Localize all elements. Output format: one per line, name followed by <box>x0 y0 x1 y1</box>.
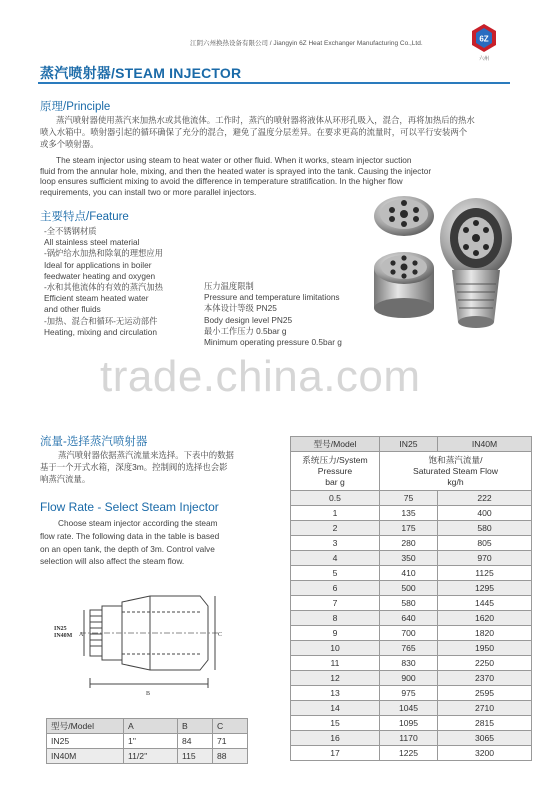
feature-list <box>44 226 204 338</box>
drawing-label: B <box>146 691 151 697</box>
flow-cell: 1225 <box>380 746 438 761</box>
dim-cell: IN25 <box>47 734 124 749</box>
table-row <box>291 641 532 656</box>
flow-cell: 3 <box>291 536 380 551</box>
flowrate-cn-heading: 流量-选择蒸汽喷射器 <box>40 436 148 448</box>
flow-cell: 2370 <box>438 671 532 686</box>
table-row <box>291 656 532 671</box>
flow-cell: 0.5 <box>291 491 380 506</box>
table-row <box>291 731 532 746</box>
flow-cell: 9 <box>291 626 380 641</box>
flow-cell: 805 <box>438 536 532 551</box>
flow-pressure-header-line: Pressure <box>317 465 353 476</box>
flow-cell: 1295 <box>438 581 532 596</box>
principle-cn <box>40 114 510 150</box>
drawing-label: A <box>79 632 84 638</box>
flow-cell: 580 <box>438 521 532 536</box>
dim-header: 型号/Model <box>47 719 124 734</box>
flowrate-cn-line: 响蒸汽流量。 <box>40 474 91 484</box>
flow-cell: 1045 <box>380 701 438 716</box>
principle-cn-line: 或多个喷射器。 <box>40 139 99 149</box>
principle-en-line: loop ensures sufficient mixing to avoid the difference in temperature stratification. In the higher flow <box>40 176 403 187</box>
flow-cell: 14 <box>291 701 380 716</box>
title-divider <box>38 82 510 84</box>
feature-line: Ideal for applications in boiler <box>44 259 152 270</box>
flow-cell: 700 <box>380 626 438 641</box>
flow-cell: 8 <box>291 611 380 626</box>
flowrate-cn-line: 基于一个开式水箱，深度3m。控制阀的选择也会影 <box>40 462 228 472</box>
flow-cell: 640 <box>380 611 438 626</box>
feature-line: Heating, mixing and circulation <box>44 326 157 337</box>
logo-subtitle: 六州 <box>478 56 490 62</box>
flow-cell: 135 <box>380 506 438 521</box>
dimensions-table <box>46 718 248 764</box>
flow-cell: 10 <box>291 641 380 656</box>
feature-line: -加热、混合和循环-无运动部件 <box>44 315 158 326</box>
flow-cell: 175 <box>380 521 438 536</box>
dim-header: C <box>213 719 248 734</box>
flow-model-col: IN25 <box>380 437 438 452</box>
flow-cell: 400 <box>438 506 532 521</box>
table-row <box>291 611 532 626</box>
flow-flow-header-line: 饱和蒸汽流量/ <box>428 454 483 465</box>
table-row <box>291 491 532 506</box>
company-logo <box>470 22 498 62</box>
pressure-line: 本体设计等级 PN25 <box>204 303 277 314</box>
pressure-line: Pressure and temperature limitations <box>204 292 340 303</box>
flow-cell: 6 <box>291 581 380 596</box>
principle-en-line: The steam injector using steam to heat water or other fluid. When it works, steam injector suction <box>56 155 412 165</box>
flow-cell: 350 <box>380 551 438 566</box>
flowrate-en-line: selection will also affect the steam flow. <box>40 556 185 567</box>
flow-cell: 75 <box>380 491 438 506</box>
flow-cell: 3200 <box>438 746 532 761</box>
table-row <box>291 746 532 761</box>
feature-line: and other fluids <box>44 304 101 315</box>
dim-cell: 11/2'' <box>124 749 178 764</box>
dim-cell: 115 <box>178 749 213 764</box>
flow-cell: 410 <box>380 566 438 581</box>
flow-flow-header <box>380 452 532 491</box>
product-photo <box>368 190 516 340</box>
flow-cell: 4 <box>291 551 380 566</box>
table-row <box>291 521 532 536</box>
table-row <box>47 749 248 764</box>
flow-cell: 580 <box>380 596 438 611</box>
feature-heading: 主要特点/Feature <box>40 211 129 223</box>
flow-cell: 500 <box>380 581 438 596</box>
flow-cell: 13 <box>291 686 380 701</box>
flowrate-en-line: on an open tank, the depth of 3m. Control valve <box>40 543 215 554</box>
dim-cell: IN40M <box>47 749 124 764</box>
dim-cell: 84 <box>178 734 213 749</box>
flow-cell: 2710 <box>438 701 532 716</box>
flow-cell: 2815 <box>438 716 532 731</box>
page-title: 蒸汽喷射器/STEAM INJECTOR <box>40 65 242 81</box>
pressure-line: 压力温度限制 <box>204 281 254 291</box>
flow-cell: 7 <box>291 596 380 611</box>
dim-cell: 88 <box>213 749 248 764</box>
table-row <box>291 581 532 596</box>
flow-cell: 11 <box>291 656 380 671</box>
pressure-line: Body design level PN25 <box>204 314 293 325</box>
flow-cell: 1445 <box>438 596 532 611</box>
watermark: trade.china.com <box>100 352 421 401</box>
flow-flow-header-line: Saturated Steam Flow <box>412 465 499 476</box>
table-row <box>291 716 532 731</box>
flow-cell: 970 <box>438 551 532 566</box>
feature-line: -水和其他流体的有效的蒸汽加热 <box>44 282 163 293</box>
table-row <box>291 671 532 686</box>
flow-cell: 16 <box>291 731 380 746</box>
drawing-label: IN40M <box>54 633 73 639</box>
table-row <box>291 701 532 716</box>
flow-cell: 1 <box>291 506 380 521</box>
flow-pressure-header-line: bar g <box>325 476 345 487</box>
flow-cell: 5 <box>291 566 380 581</box>
flow-cell: 17 <box>291 746 380 761</box>
company-name: 江阴六州换热设备有限公司 / Jiangyin 6Z Heat Exchanger Manufacturing Co.,Ltd. <box>190 40 423 47</box>
flow-cell: 2250 <box>438 656 532 671</box>
principle-cn-line: 蒸汽喷射器使用蒸汽来加热水或其他流体。工作时，蒸汽的喷射器将液体从环形孔吸入，混合，再将加热后的热水 <box>56 115 475 125</box>
table-row <box>291 506 532 521</box>
flowrate-cn-line: 蒸汽喷射器依据蒸汽流量来选择。下表中的数据 <box>58 450 234 460</box>
table-row <box>47 734 248 749</box>
dim-cell: 1'' <box>124 734 178 749</box>
flow-cell: 3065 <box>438 731 532 746</box>
feature-line: -全不锈钢材质 <box>44 226 97 236</box>
flow-table <box>290 436 532 761</box>
table-row <box>291 596 532 611</box>
flow-cell: 1170 <box>380 731 438 746</box>
flowrate-en-line: flow rate. The following data in the table is based <box>40 530 220 541</box>
principle-en-line: requirements, you can install two or more parallel injectors. <box>40 186 257 197</box>
flow-cell: 222 <box>438 491 532 506</box>
flow-cell: 12 <box>291 671 380 686</box>
flowrate-en-heading: Flow Rate - Select Steam Injector <box>40 500 219 514</box>
dim-cell: 71 <box>213 734 248 749</box>
flow-pressure-header-line: 系统压力/System <box>302 454 368 465</box>
feature-line: feedwater heating and oxygen <box>44 270 156 281</box>
flow-cell: 1095 <box>380 716 438 731</box>
flow-pressure-header <box>291 452 380 491</box>
table-row <box>291 536 532 551</box>
flow-cell: 2595 <box>438 686 532 701</box>
pressure-limits <box>204 281 384 348</box>
principle-cn-line: 喷入水箱中。喷射器引起的循环确保了充分的混合，避免了温度分层差异。在要求更高的流量时，可以平行安装两个 <box>40 127 468 137</box>
flow-cell: 975 <box>380 686 438 701</box>
principle-en-line: fluid from the annular hole, mixing, and then the heated water is sprayed into the tank. Causing the injector <box>40 165 432 176</box>
flow-model-col: IN40M <box>438 437 532 452</box>
flow-model-header: 型号/Model <box>291 437 380 452</box>
table-row <box>291 551 532 566</box>
flow-cell: 900 <box>380 671 438 686</box>
technical-drawing <box>50 588 240 703</box>
feature-line: -锅炉给水加热和除氧的理想应用 <box>44 248 163 259</box>
logo-mark: 6Z <box>479 34 489 44</box>
flow-cell: 1950 <box>438 641 532 656</box>
flowrate-en-line: Choose steam injector according the steam <box>58 518 218 528</box>
flow-cell: 1820 <box>438 626 532 641</box>
drawing-label: C <box>218 632 223 638</box>
table-row <box>291 626 532 641</box>
drawing-label: IN25 <box>54 626 67 632</box>
flow-cell: 2 <box>291 521 380 536</box>
flowrate-en <box>40 517 280 568</box>
feature-line: Efficient steam heated water <box>44 293 149 304</box>
flow-cell: 15 <box>291 716 380 731</box>
table-row <box>291 566 532 581</box>
table-row <box>291 686 532 701</box>
flow-cell: 765 <box>380 641 438 656</box>
dim-header: B <box>178 719 213 734</box>
flow-cell: 1125 <box>438 566 532 581</box>
feature-line: All stainless steel material <box>44 237 140 248</box>
flowrate-cn <box>40 449 280 485</box>
principle-heading: 原理/Principle <box>40 101 111 113</box>
flow-cell: 830 <box>380 656 438 671</box>
dim-header: A <box>124 719 178 734</box>
pressure-line: 最小工作压力 0.5bar g <box>204 325 287 336</box>
flow-cell: 1620 <box>438 611 532 626</box>
flow-flow-header-line: kg/h <box>447 476 464 487</box>
flow-cell: 280 <box>380 536 438 551</box>
pressure-line: Minimum operating pressure 0.5bar g <box>204 337 342 348</box>
